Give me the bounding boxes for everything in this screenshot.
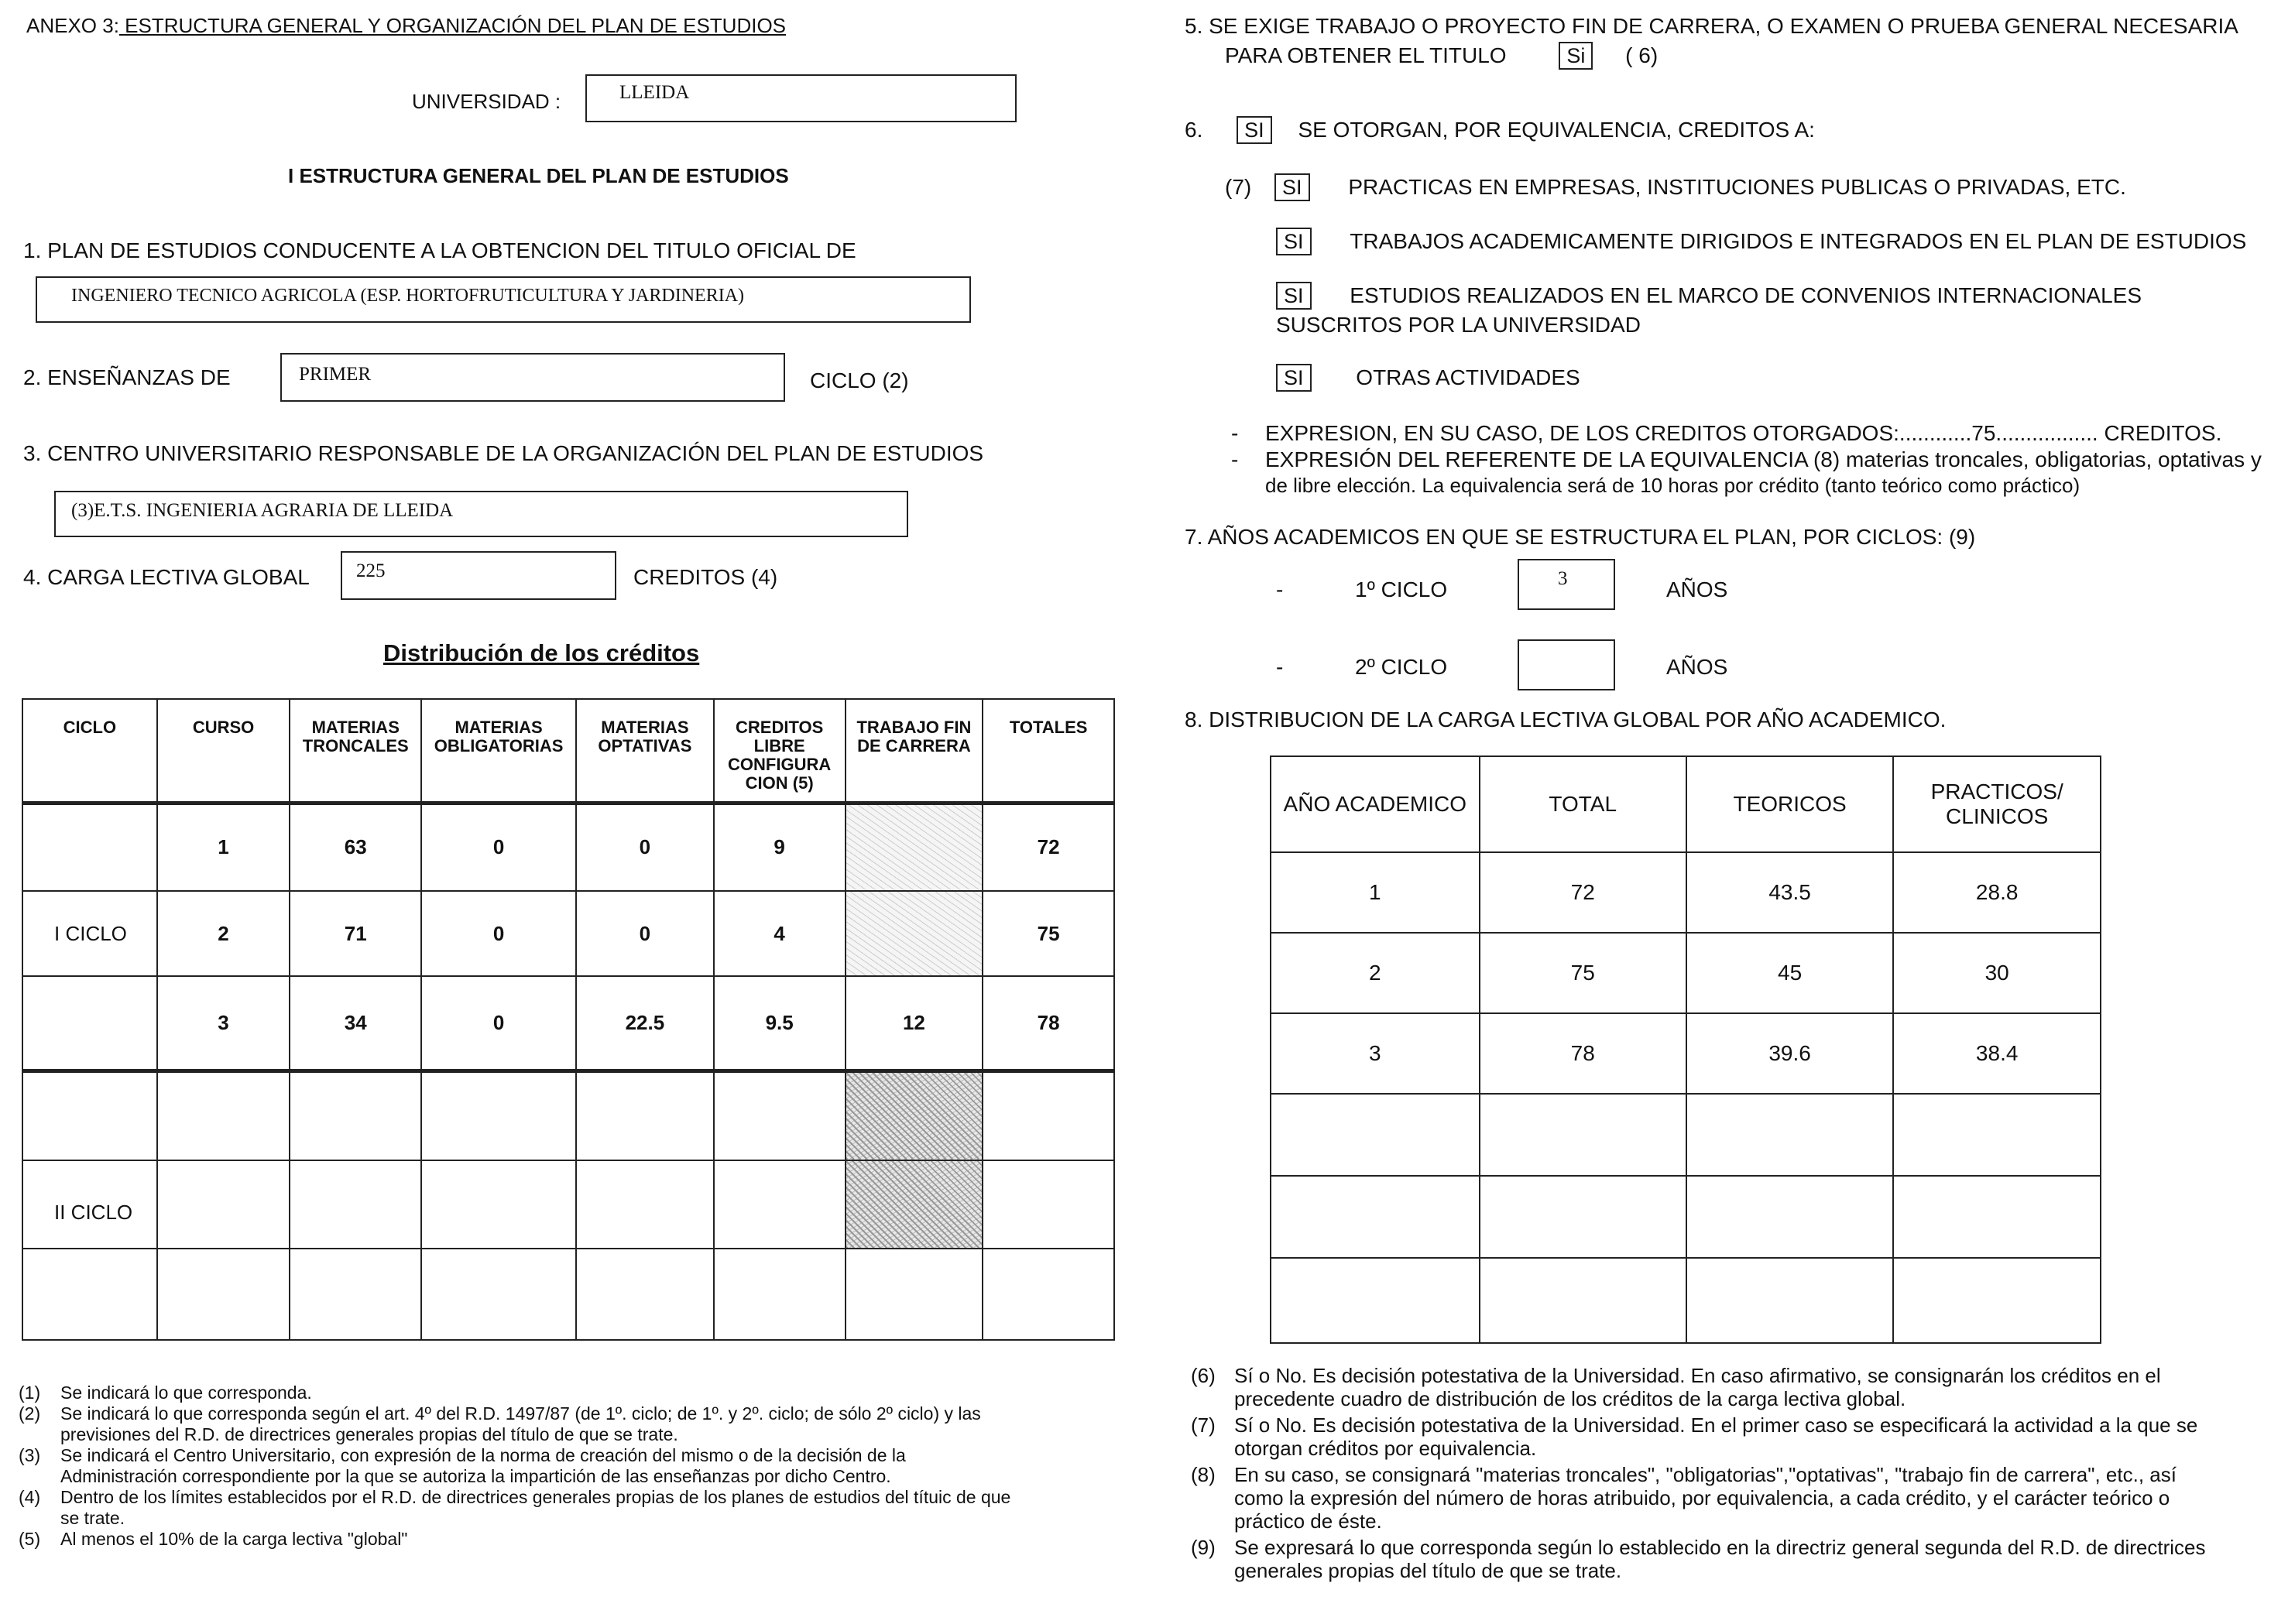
cycle1-years: AÑOS: [1666, 577, 1728, 601]
load-distribution-table: [1270, 755, 2101, 1344]
cell: [290, 1071, 421, 1160]
si-box: SI: [1276, 282, 1312, 310]
cell: [290, 1160, 421, 1249]
credits-distribution-table: [22, 698, 1115, 1341]
cell: 12: [846, 976, 983, 1071]
header-totales: TOTALES: [983, 699, 1114, 803]
expr-equivalence-2: de libre elección. La equivalencia será de 10 horas por crédito (tanto teórico como práctico): [1265, 474, 2080, 497]
footnote-text: Se indicará lo que corresponda según el art. 4º del R.D. 1497/87 (de 1º. ciclo; de 1º. y 2º. ciclo; de sólo 2º ciclo) y las: [60, 1403, 981, 1424]
table-row: [1271, 852, 2101, 933]
item4-suffix: CREDITOS (4): [633, 565, 778, 589]
cell: 39.6: [1686, 1013, 1894, 1094]
item7-label: 7. AÑOS ACADEMICOS EN QUE SE ESTRUCTURA EL PLAN, POR CICLOS: (9): [1185, 525, 1976, 549]
footnote-text: Dentro de los límites establecidos por el R.D. de directrices generales propias de los planes de estudios del títuic de que: [60, 1487, 1011, 1507]
cell: [1480, 1176, 1686, 1258]
cell: 0: [421, 891, 576, 976]
item4-label: 4. CARGA LECTIVA GLOBAL: [23, 565, 310, 589]
cell: 38.4: [1893, 1013, 2101, 1094]
annex-prefix: ANEXO 3:: [26, 14, 119, 37]
cycle2-dash: -: [1276, 655, 1284, 679]
cell: 22.5: [576, 976, 714, 1071]
header-teoricos: TEORICOS: [1686, 756, 1894, 852]
table-row: [1271, 1258, 2101, 1343]
footnote-number: (8): [1191, 1463, 1216, 1486]
table-row: [1271, 1094, 2101, 1176]
cell: [1271, 1258, 1480, 1343]
cell: II CICLO: [22, 1160, 157, 1249]
annex-title: ESTRUCTURA GENERAL Y ORGANIZACIÓN DEL PLAN DE ESTUDIOS: [118, 14, 787, 37]
footnote-text: Administración correspondiente por la que se autoriza la impartición de las enseñanzas por dicho Centro.: [60, 1466, 891, 1486]
cell: [983, 1249, 1114, 1340]
expr1-dash: -: [1231, 421, 1239, 445]
cell: 30: [1893, 933, 2101, 1013]
distribution-title: Distribución de los créditos: [383, 639, 700, 666]
item6-si-box: SI: [1237, 116, 1272, 144]
cycle2-field: [1518, 639, 1615, 690]
cell: 4: [714, 891, 846, 976]
si-box: SI: [1276, 364, 1312, 392]
cell: [421, 1071, 576, 1160]
header-libre: CREDITOS LIBRE CONFIGURA CION (5): [714, 699, 846, 803]
footnote-number: (3): [19, 1445, 41, 1465]
cell: 78: [983, 976, 1114, 1071]
item5-label: PARA OBTENER EL TITULO: [1225, 43, 1507, 67]
cell: 0: [576, 891, 714, 976]
expr2-dash: -: [1231, 447, 1239, 471]
item6-note: (7): [1225, 175, 1252, 199]
item5-line2: [1225, 42, 1658, 70]
shaded-cell: [846, 891, 983, 976]
si-item-text: PRACTICAS EN EMPRESAS, INSTITUCIONES PUBLICAS O PRIVADAS, ETC.: [1348, 175, 2126, 199]
cell: 1: [1271, 852, 1480, 933]
footnote-text: Al menos el 10% de la carga lectiva "global": [60, 1529, 408, 1549]
footnote-text: precedente cuadro de distribución de los créditos de la carga lectiva global.: [1234, 1387, 1906, 1410]
table-row: [22, 1071, 1114, 1160]
cell: [846, 1249, 983, 1340]
header-total: TOTAL: [1480, 756, 1686, 852]
item6-text: SE OTORGAN, POR EQUIVALENCIA, CREDITOS A:: [1298, 118, 1815, 142]
cell: [1480, 1258, 1686, 1343]
cell: [157, 1071, 290, 1160]
footnote-text: práctico de éste.: [1234, 1509, 1382, 1533]
table-row: [22, 1249, 1114, 1340]
cell: [714, 1249, 846, 1340]
si-item-practicas: [1225, 173, 2126, 201]
header-trabajo: TRABAJO FIN DE CARRERA: [846, 699, 983, 803]
cell: [157, 1160, 290, 1249]
cell: [1480, 1094, 1686, 1176]
item2-label: 2. ENSEÑANZAS DE: [23, 365, 231, 389]
item1-label: 1. PLAN DE ESTUDIOS CONDUCENTE A LA OBTENCION DEL TITULO OFICIAL DE: [23, 238, 856, 262]
cell: [22, 1249, 157, 1340]
cell: [1686, 1176, 1894, 1258]
table-header-row: [1271, 756, 2101, 852]
load-value: 225: [356, 560, 386, 581]
shaded-cell: [846, 1160, 983, 1249]
header-ciclo: CICLO: [22, 699, 157, 803]
cell: 75: [983, 891, 1114, 976]
annex-heading: [26, 14, 786, 38]
cell: 75: [1480, 933, 1686, 1013]
cell: 9: [714, 803, 846, 891]
header-obligatorias: MATERIAS OBLIGATORIAS: [421, 699, 576, 803]
footnote-text: Se indicará el Centro Universitario, con expresión de la norma de creación del mismo o de la decisión de la: [60, 1445, 906, 1465]
expr-equivalence-1: EXPRESIÓN DEL REFERENTE DE LA EQUIVALENCIA (8) materias troncales, obligatorias, optativas y: [1265, 447, 2262, 471]
cell: [576, 1160, 714, 1249]
cell: 72: [1480, 852, 1686, 933]
cell: [157, 1249, 290, 1340]
table-row: [22, 976, 1114, 1071]
cell: 72: [983, 803, 1114, 891]
cell: 1: [157, 803, 290, 891]
item6-number: 6.: [1185, 118, 1203, 142]
si-item-text: OTRAS ACTIVIDADES: [1356, 365, 1580, 389]
header-practicos: PRACTICOS/ CLINICOS: [1893, 756, 2101, 852]
cell: [714, 1071, 846, 1160]
cell: [1686, 1094, 1894, 1176]
cell: 28.8: [1893, 852, 2101, 933]
table-header-row: [22, 699, 1114, 803]
shaded-cell: [846, 803, 983, 891]
footnote-number: (2): [19, 1403, 41, 1424]
item5-note: ( 6): [1625, 43, 1659, 67]
footnote-text: Se indicará lo que corresponda.: [60, 1382, 312, 1403]
shaded-cell: [846, 1071, 983, 1160]
cell: 3: [157, 976, 290, 1071]
cycle1-label: 1º CICLO: [1355, 577, 1448, 601]
footnote-number: (9): [1191, 1536, 1216, 1559]
item2-suffix: CICLO (2): [810, 368, 909, 392]
si-item-convenios-cont: SUSCRITOS POR LA UNIVERSIDAD: [1276, 313, 1641, 337]
header-optativas: MATERIAS OPTATIVAS: [576, 699, 714, 803]
cell: [290, 1249, 421, 1340]
table-row: [1271, 1013, 2101, 1094]
cell: [1271, 1176, 1480, 1258]
university-value: LLEIDA: [619, 82, 690, 103]
cell: [1893, 1176, 2101, 1258]
header-anio: AÑO ACADEMICO: [1271, 756, 1480, 852]
cell: [22, 803, 157, 891]
footnote-text: Sí o No. Es decisión potestativa de la Universidad. En el primer caso se especificará la actividad a la que se: [1234, 1413, 2198, 1437]
cell: [1686, 1258, 1894, 1343]
table-row: [1271, 1176, 2101, 1258]
si-item-text: ESTUDIOS REALIZADOS EN EL MARCO DE CONVENIOS INTERNACIONALES: [1350, 283, 2142, 307]
cell: [1893, 1258, 2101, 1343]
cell: 9.5: [714, 976, 846, 1071]
cell: 45: [1686, 933, 1894, 1013]
expr-credits: EXPRESION, EN SU CASO, DE LOS CREDITOS OTORGADOS:............75................. CREDITOS.: [1265, 421, 2222, 445]
footnote-text: otorgan créditos por equivalencia.: [1234, 1437, 1537, 1460]
cell: 71: [290, 891, 421, 976]
cell: 78: [1480, 1013, 1686, 1094]
section-title: I ESTRUCTURA GENERAL DEL PLAN DE ESTUDIOS: [288, 164, 789, 187]
item5-line1: 5. SE EXIGE TRABAJO O PROYECTO FIN DE CARRERA, O EXAMEN O PRUEBA GENERAL NECESARIA: [1185, 14, 2238, 38]
si-item-text: TRABAJOS ACADEMICAMENTE DIRIGIDOS E INTEGRADOS EN EL PLAN DE ESTUDIOS: [1350, 229, 2247, 253]
cell: [421, 1160, 576, 1249]
si-box: SI: [1276, 228, 1312, 255]
cycle2-label: 2º CICLO: [1355, 655, 1448, 679]
item3-label: 3. CENTRO UNIVERSITARIO RESPONSABLE DE LA ORGANIZACIÓN DEL PLAN DE ESTUDIOS: [23, 441, 984, 465]
si-item-trabajos: [1276, 228, 2246, 255]
cycle1-value: 3: [1558, 568, 1568, 589]
footnote-number: (6): [1191, 1364, 1216, 1387]
footnote-text: generales propias del título de que se trate.: [1234, 1559, 1622, 1582]
cell: 2: [1271, 933, 1480, 1013]
table-row: [22, 1160, 1114, 1249]
cell: [983, 1071, 1114, 1160]
cell: I CICLO: [22, 891, 157, 976]
cell: 0: [421, 976, 576, 1071]
cell: [421, 1249, 576, 1340]
cell: 2: [157, 891, 290, 976]
footnote-number: (4): [19, 1487, 41, 1507]
cell: [22, 976, 157, 1071]
cell: 0: [576, 803, 714, 891]
cell: 63: [290, 803, 421, 891]
cell: 3: [1271, 1013, 1480, 1094]
item6-line: [1185, 116, 1815, 144]
cell: [983, 1160, 1114, 1249]
header-troncales: MATERIAS TRONCALES: [290, 699, 421, 803]
item8-label: 8. DISTRIBUCION DE LA CARGA LECTIVA GLOBAL POR AÑO ACADEMICO.: [1185, 708, 1947, 731]
footnote-text: Se expresará lo que corresponda según lo establecido en la directriz general segunda del R.D. de directrices: [1234, 1536, 2206, 1559]
center-value: (3)E.T.S. INGENIERIA AGRARIA DE LLEIDA: [71, 500, 454, 521]
footnote-text: previsiones del R.D. de directrices generales propias del título de que se trate.: [60, 1424, 678, 1444]
table-row: [22, 891, 1114, 976]
degree-value: INGENIERO TECNICO AGRICOLA (ESP. HORTOFRUTICULTURA Y JARDINERIA): [71, 286, 745, 306]
footnote-text: se trate.: [60, 1508, 125, 1528]
cell: [1893, 1094, 2101, 1176]
footnote-number: (5): [19, 1529, 41, 1549]
footnote-text: Sí o No. Es decisión potestativa de la Universidad. En caso afirmativo, se consignarán los créditos en el: [1234, 1364, 2161, 1387]
table-row: [1271, 933, 2101, 1013]
cycle2-years: AÑOS: [1666, 655, 1728, 679]
cell: 0: [421, 803, 576, 891]
si-item-otras: [1276, 364, 1580, 392]
header-curso: CURSO: [157, 699, 290, 803]
footnote-number: (1): [19, 1382, 41, 1403]
cell: [1271, 1094, 1480, 1176]
item5-si-box: Si: [1559, 42, 1593, 70]
cell: [576, 1071, 714, 1160]
cycle-value: PRIMER: [299, 364, 372, 385]
table-row: [22, 803, 1114, 891]
cell: [576, 1249, 714, 1340]
si-item-convenios: [1276, 282, 2142, 310]
footnote-text: En su caso, se consignará "materias troncales", "obligatorias","optativas", "trabajo fin de carrera", etc., así: [1234, 1463, 2177, 1486]
cell: 43.5: [1686, 852, 1894, 933]
cycle1-dash: -: [1276, 577, 1284, 601]
cell: 34: [290, 976, 421, 1071]
cell: [22, 1071, 157, 1160]
cell: [714, 1160, 846, 1249]
footnote-number: (7): [1191, 1413, 1216, 1437]
university-label: UNIVERSIDAD :: [412, 90, 561, 113]
si-box: SI: [1274, 173, 1310, 201]
footnote-text: como la expresión del número de horas atribuido, por equivalencia, a cada crédito, y el carácter teórico o: [1234, 1486, 2170, 1509]
